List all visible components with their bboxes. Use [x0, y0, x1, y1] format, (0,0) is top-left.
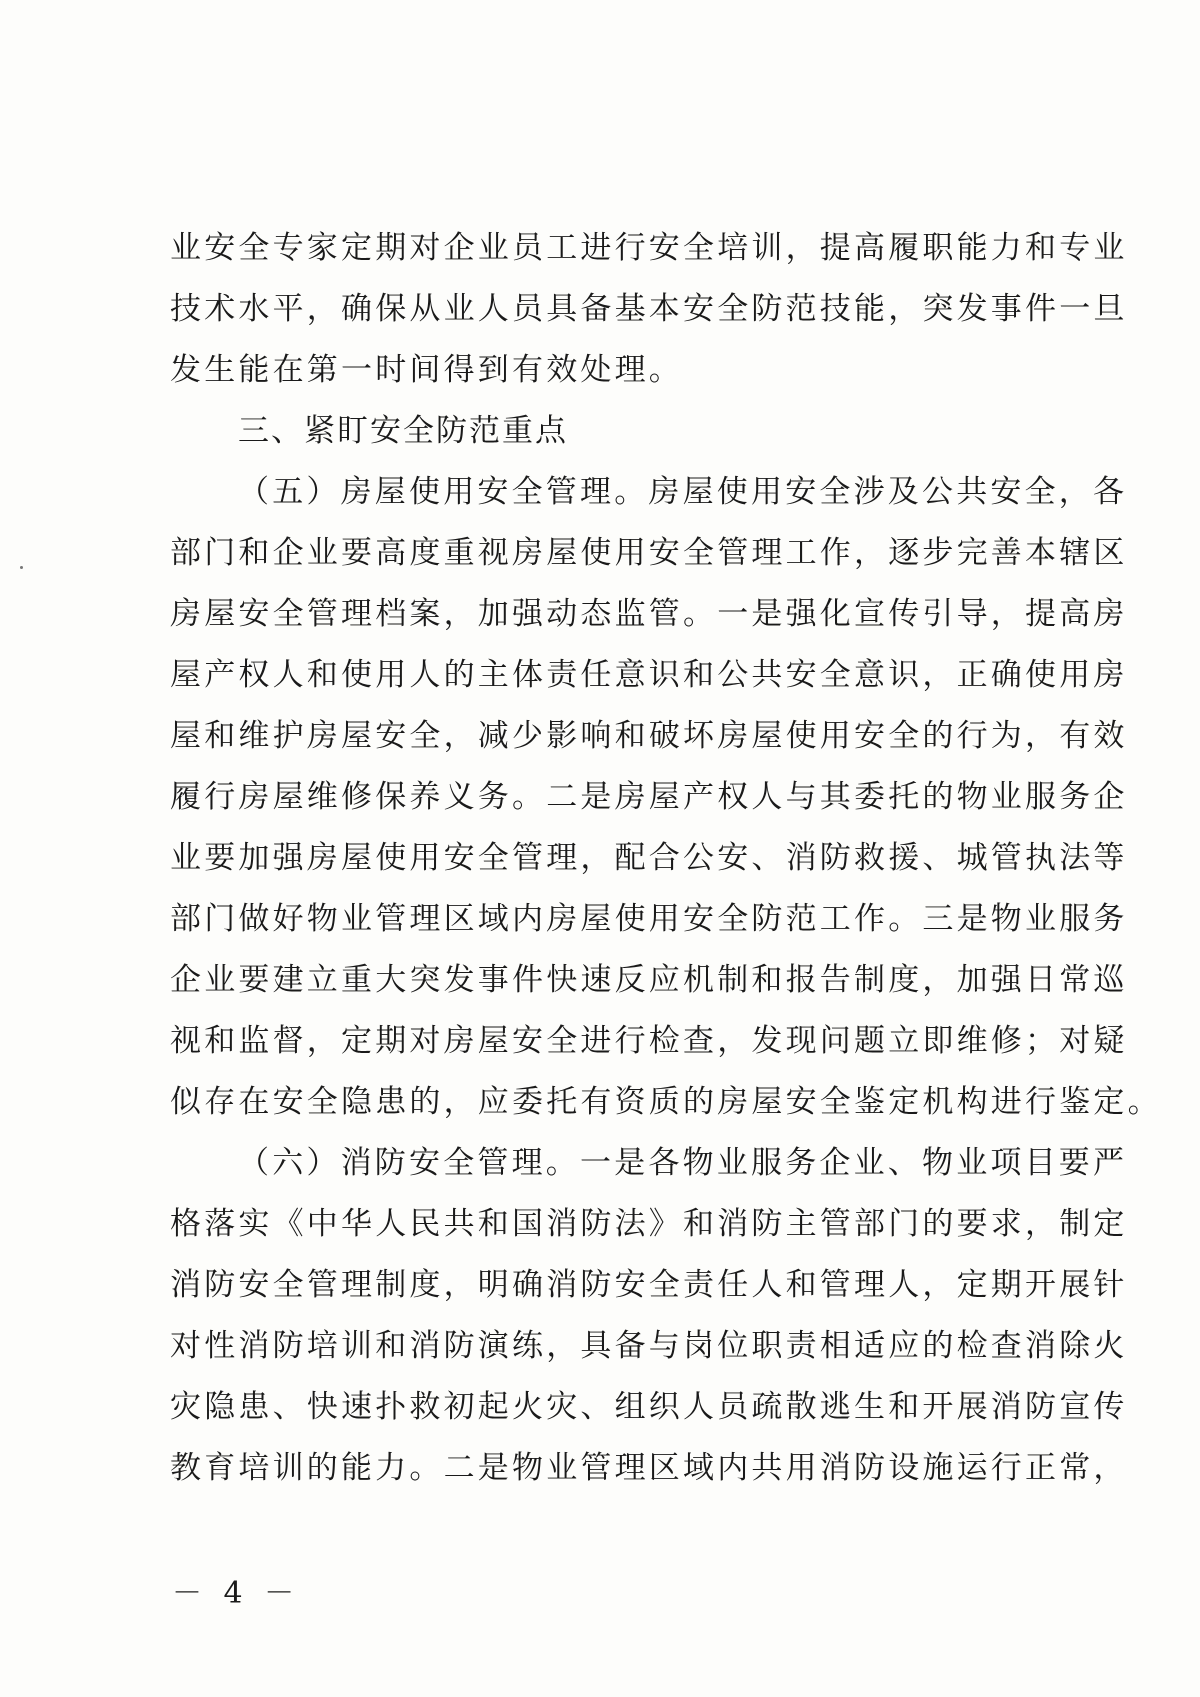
page-number: － 4 －: [172, 1576, 301, 1611]
text-line: 部门做好物业管理区域内房屋使用安全防范工作。三是物业服务: [170, 901, 1128, 937]
text-line: 视和监督，定期对房屋安全进行检查，发现问题立即维修；对疑: [170, 1023, 1128, 1059]
text-line: 教育培训的能力。二是物业管理区域内共用消防设施运行正常，: [170, 1450, 1128, 1486]
text-line: 部门和企业要高度重视房屋使用安全管理工作，逐步完善本辖区: [170, 535, 1128, 571]
scan-speck: [20, 566, 23, 569]
text-line: （六）消防安全管理。一是各物业服务企业、物业项目要严: [238, 1145, 1128, 1181]
text-line: 屋产权人和使用人的主体责任意识和公共安全意识，正确使用房: [170, 657, 1128, 693]
text-line: 消防安全管理制度，明确消防安全责任人和管理人，定期开展针: [170, 1267, 1128, 1303]
body-text: [170, 218, 1162, 1499]
text-line: 企业要建立重大突发事件快速反应机制和报告制度，加强日常巡: [170, 962, 1128, 998]
text-line: 房屋安全管理档案，加强动态监管。一是强化宣传引导，提高房: [170, 596, 1128, 632]
text-line: （五）房屋使用安全管理。房屋使用安全涉及公共安全，各: [238, 474, 1128, 510]
text-line: 对性消防培训和消防演练，具备与岗位职责相适应的检查消除火: [170, 1328, 1128, 1364]
text-line: 灾隐患、快速扑救初起火灾、组织人员疏散逃生和开展消防宣传: [170, 1389, 1128, 1425]
text-line: 技术水平，确保从业人员具备基本安全防范技能，突发事件一旦: [170, 291, 1128, 327]
text-line: 业安全专家定期对企业员工进行安全培训，提高履职能力和专业: [170, 230, 1128, 266]
text-line: 格落实《中华人民共和国消防法》和消防主管部门的要求，制定: [170, 1206, 1128, 1242]
text-line: 履行房屋维修保养义务。二是房屋产权人与其委托的物业服务企: [170, 779, 1128, 815]
text-line: 屋和维护房屋安全，减少影响和破坏房屋使用安全的行为，有效: [170, 718, 1128, 754]
section-heading: 三、紧盯安全防范重点: [238, 413, 568, 449]
text-line: 业要加强房屋使用安全管理，配合公安、消防救援、城管执法等: [170, 840, 1128, 876]
text-line: 似存在安全隐患的，应委托有资质的房屋安全鉴定机构进行鉴定。: [170, 1084, 1162, 1120]
text-line: 发生能在第一时间得到有效处理。: [170, 352, 683, 388]
